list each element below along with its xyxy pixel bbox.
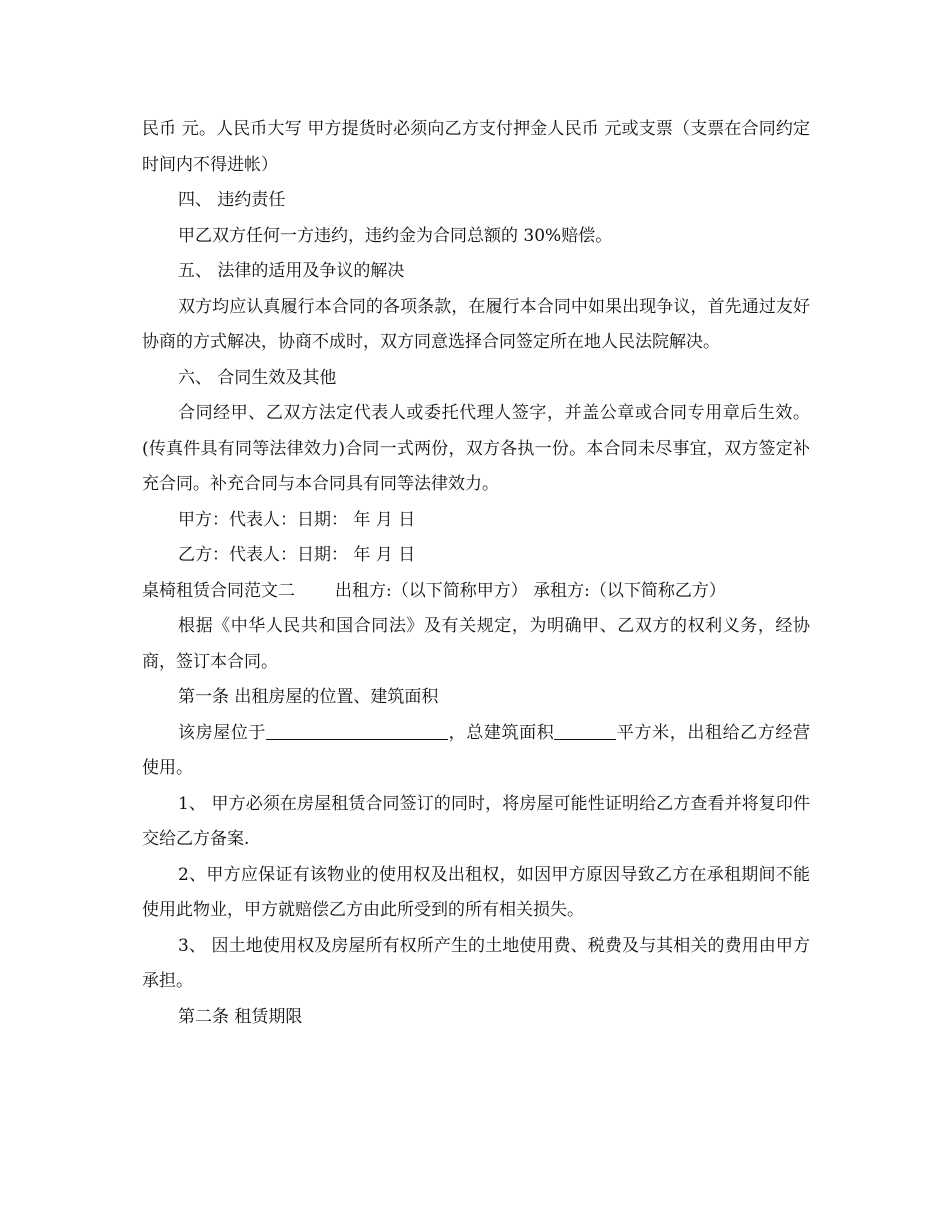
- location-suffix: 平方米，出租给乙方经营使用。: [142, 722, 811, 778]
- article-1-item-3: 3、 因土地使用权及房屋所有权所产生的土地使用费、税费及与其相关的费用由甲方承担。: [142, 935, 810, 991]
- area-blank: [554, 719, 616, 740]
- article-1-item-2: 2、甲方应保证有该物业的使用权及出租权，如因甲方原因导致乙方在承租期间不能使用此物业，甲方就赔偿乙方由此所受到的所有相关损失。: [142, 864, 810, 920]
- location-clause: [142, 716, 810, 787]
- section-heading-effect: 六、 合同生效及其他: [178, 367, 337, 388]
- dispute-clause: 双方均应认真履行本合同的各项条款，在履行本合同中如果出现争议，首先通过友好协商的方式解决，协商不成时，双方同意选择合同签定所在地人民法院解决。: [142, 296, 810, 352]
- second-contract-parties: 出租方:（以下简称甲方） 承租方:（以下简称乙方）: [335, 580, 726, 601]
- document-body: [142, 112, 810, 1035]
- location-prefix: 该房屋位于: [178, 722, 267, 743]
- second-contract-intro: 根据《中华人民共和国合同法》及有关规定，为明确甲、乙双方的权利义务，经协商，签订本合同。: [142, 616, 810, 672]
- section-heading-breach: 四、 违约责任: [178, 190, 286, 210]
- location-blank: [266, 719, 448, 740]
- article-1-item-1: 1、 甲方必须在房屋租赁合同签订的同时，将房屋可能性证明给乙方查看并将复印件交给乙方备案.: [142, 793, 810, 849]
- article-1-title: 第一条 出租房屋的位置、建筑面积: [178, 687, 439, 707]
- party-b-signature-line: 乙方：代表人：日期： 年 月 日: [178, 545, 416, 565]
- party-a-signature-line: 甲方：代表人：日期： 年 月 日: [178, 509, 416, 530]
- effect-clause: 合同经甲、乙双方法定代表人或委托代理人签字，并盖公章或合同专用章后生效。(传真件具有同等法律效力)合同一式两份，双方各执一份。本合同未尽事宜，双方签定补充合同。补充合同与本合同具有同等法律效力。: [142, 403, 810, 494]
- second-contract-header: [142, 574, 810, 610]
- location-mid: ，总建筑面积: [448, 722, 555, 743]
- article-2-title: 第二条 租赁期限: [178, 1006, 303, 1027]
- section-heading-law: 五、 法律的适用及争议的解决: [178, 261, 405, 281]
- breach-clause: 甲乙双方任何一方违约，违约金为合同总额的 30%赔偿。: [178, 225, 613, 246]
- deposit-clause-continuation: 民币 元。人民币大写 甲方提货时必须向乙方支付押金人民币 元或支票（支票在合同约定时间内不得进帐）: [142, 119, 810, 175]
- second-contract-title: 桌椅租赁合同范文二: [142, 580, 295, 601]
